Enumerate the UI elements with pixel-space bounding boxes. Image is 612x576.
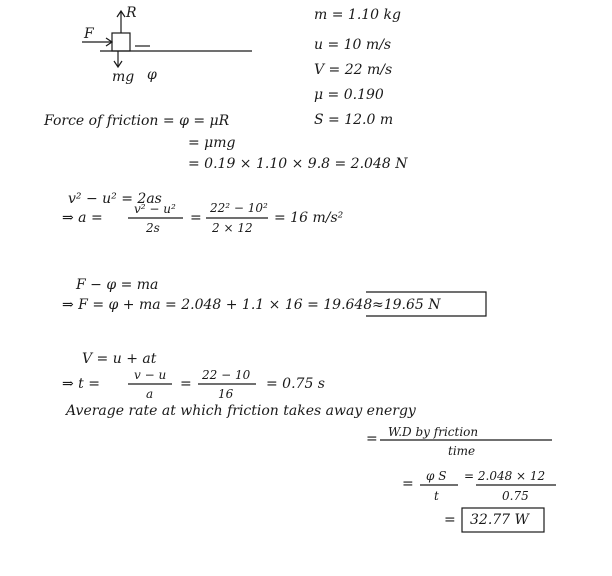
rate-frac2-denominator: t [434, 489, 439, 503]
time-equation: V = u + at [82, 351, 157, 367]
kinematic-equation: v² − u² = 2as [68, 191, 162, 207]
rate-frac2-numerator: φ S [426, 469, 447, 483]
rate-frac3-denominator: 0.75 [502, 489, 529, 503]
friction-line-1: Force of friction = φ = μR [44, 113, 230, 129]
a-equals: = [190, 210, 202, 226]
given-final-velocity: V = 22 m/s [314, 62, 393, 78]
rate-frac1-denominator: time [448, 444, 476, 458]
label-weight: mg [112, 69, 135, 85]
rate-frac1-numerator: W.D by friction [388, 425, 479, 439]
rate-equals-2: = [402, 476, 414, 492]
friction-line-3: = 0.19 × 1.10 × 9.8 = 2.048 N [188, 156, 408, 172]
t-equals: = [180, 376, 192, 392]
label-friction-symbol: φ [147, 67, 157, 83]
rate-equals-1: = [366, 431, 378, 447]
given-initial-velocity: u = 10 m/s [314, 37, 392, 53]
a-prefix: ⇒ a = [62, 210, 103, 226]
label-applied-force: F [84, 26, 94, 42]
a-frac2-denominator: 2 × 12 [212, 221, 253, 235]
label-normal-force: R [126, 5, 137, 21]
a-frac1-denominator: 2s [146, 221, 160, 235]
force-equation: F − φ = ma [76, 277, 159, 293]
given-mass: m = 1.10 kg [314, 7, 401, 23]
t-frac2-numerator: 22 − 10 [202, 368, 251, 382]
force-line-2: ⇒ F = φ + ma = 2.048 + 1.1 × 16 = 19.648 [62, 297, 373, 313]
t-prefix: ⇒ t = [62, 376, 100, 392]
rate-equals-3: = [444, 512, 456, 528]
given-distance: S = 12.0 m [314, 112, 394, 128]
t-frac2-denominator: 16 [218, 387, 234, 401]
given-coefficient: μ = 0.190 [314, 87, 384, 103]
rate-frac3-numerator: = 2.048 × 12 [464, 469, 546, 483]
t-frac1-numerator: v − u [134, 368, 167, 382]
a-result: = 16 m/s² [274, 210, 344, 226]
friction-line-2: = μmg [188, 135, 236, 151]
block [112, 33, 130, 51]
t-frac1-denominator: a [146, 387, 154, 401]
final-answer: 32.77 W [470, 512, 529, 528]
a-frac1-numerator: v² − u² [134, 202, 176, 216]
t-result: = 0.75 s [266, 376, 325, 392]
rate-heading: Average rate at which friction takes away energy [66, 403, 416, 419]
force-answer: ≈19.65 N [372, 297, 441, 313]
a-frac2-numerator: 22² − 10² [210, 201, 268, 215]
